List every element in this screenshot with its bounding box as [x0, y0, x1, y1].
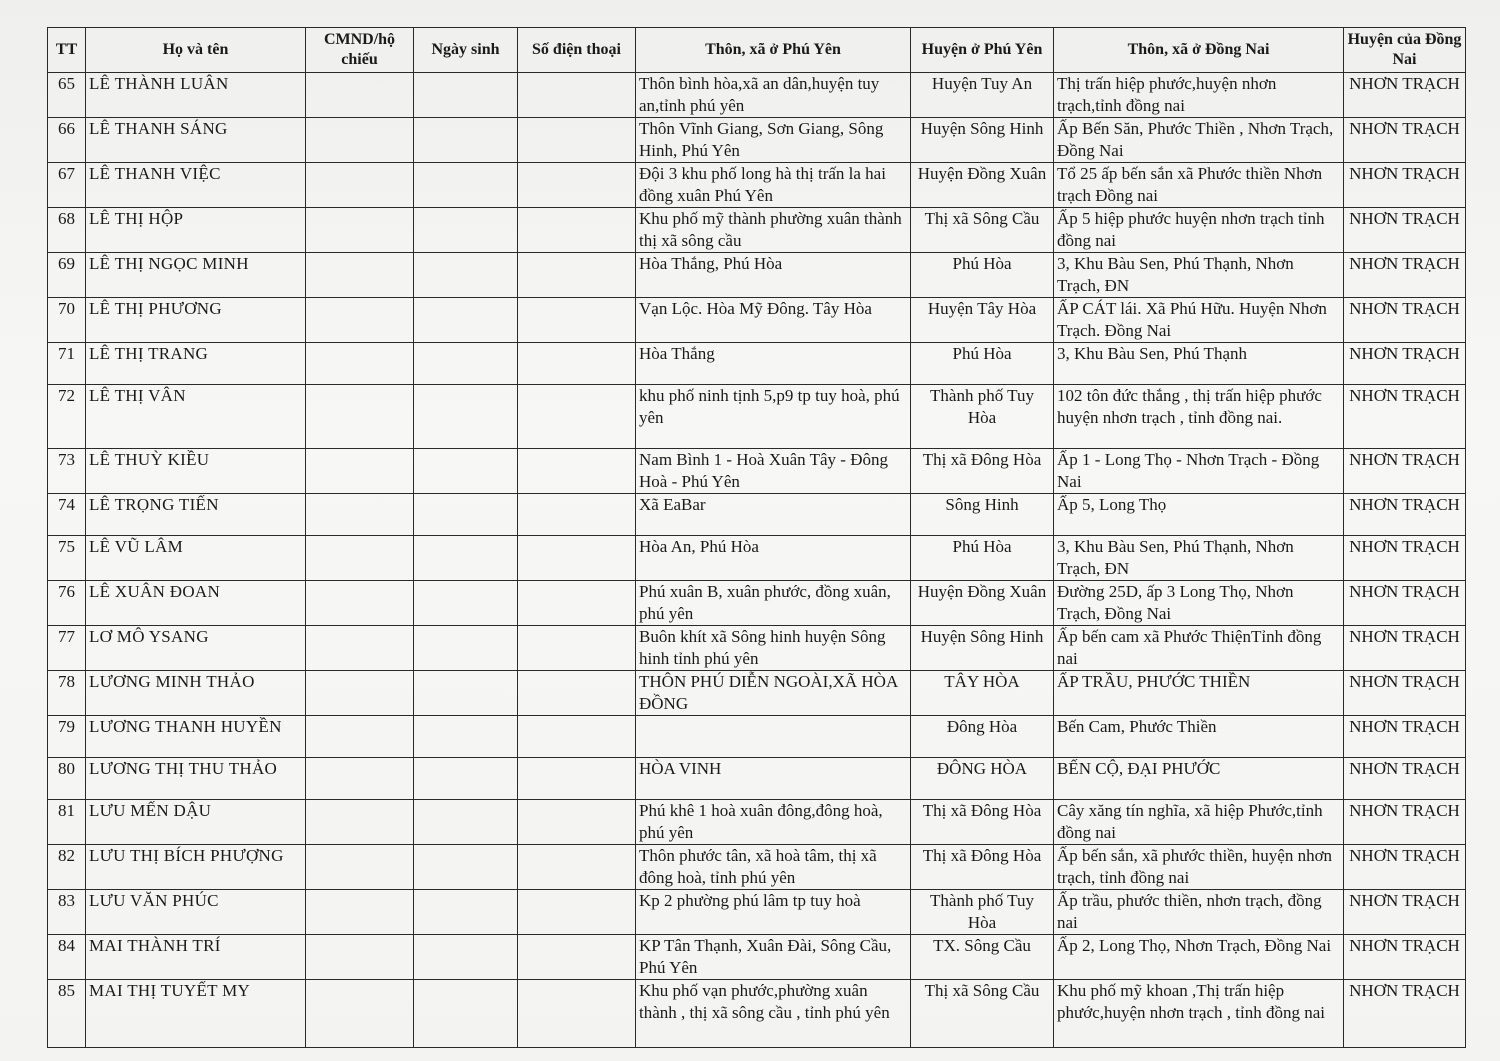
full-name: LÊ THUỲ KIỀU	[86, 449, 306, 494]
full-name: LƯU MẾN DẬU	[86, 800, 306, 845]
phu-yen-district: Huyện Đồng Xuân	[911, 163, 1054, 208]
dong-nai-district: NHƠN TRẠCH	[1344, 163, 1466, 208]
header-commune-py: Thôn, xã ở Phú Yên	[636, 28, 911, 73]
phu-yen-district: Huyện Đồng Xuân	[911, 581, 1054, 626]
table-row	[48, 298, 1466, 343]
phu-yen-district: Thị xã Đông Hòa	[911, 449, 1054, 494]
id-number-redacted	[306, 845, 414, 890]
birth-date-redacted	[414, 118, 518, 163]
table-row	[48, 385, 1466, 449]
birth-date-redacted	[414, 890, 518, 935]
header-dob: Ngày sinh	[414, 28, 518, 73]
birth-date-redacted	[414, 980, 518, 1048]
phu-yen-address: khu phố ninh tịnh 5,p9 tp tuy hoà, phú yên	[636, 385, 911, 449]
phone-redacted	[518, 73, 636, 118]
phu-yen-address: Phú xuân B, xuân phước, đồng xuân, phú yên	[636, 581, 911, 626]
phu-yen-district: Thành phố Tuy Hòa	[911, 890, 1054, 935]
id-number-redacted	[306, 890, 414, 935]
dong-nai-address: Ấp trầu, phước thiền, nhơn trạch, đồng nai	[1054, 890, 1344, 935]
phu-yen-district: Thị xã Sông Cầu	[911, 980, 1054, 1048]
dong-nai-district: NHƠN TRẠCH	[1344, 536, 1466, 581]
table-row	[48, 536, 1466, 581]
id-number-redacted	[306, 253, 414, 298]
dong-nai-address: Ấp Bến Săn, Phước Thiền , Nhơn Trạch, Đồng Nai	[1054, 118, 1344, 163]
table-row	[48, 626, 1466, 671]
id-number-redacted	[306, 626, 414, 671]
full-name: MAI THÀNH TRÍ	[86, 935, 306, 980]
phu-yen-address: THÔN PHÚ DIỄN NGOÀI,XÃ HÒA ĐỒNG	[636, 671, 911, 716]
full-name: LÊ VŨ LÂM	[86, 536, 306, 581]
full-name: LƠ MÔ YSANG	[86, 626, 306, 671]
row-number: 74	[48, 494, 86, 536]
phone-redacted	[518, 208, 636, 253]
id-number-redacted	[306, 716, 414, 758]
id-number-redacted	[306, 800, 414, 845]
full-name: LÊ THỊ PHƯƠNG	[86, 298, 306, 343]
dong-nai-district: NHƠN TRẠCH	[1344, 980, 1466, 1048]
full-name: LƯƠNG MINH THẢO	[86, 671, 306, 716]
row-number: 76	[48, 581, 86, 626]
header-tt: TT	[48, 28, 86, 73]
phone-redacted	[518, 581, 636, 626]
header-district-py: Huyện ở Phú Yên	[911, 28, 1054, 73]
dong-nai-address: Bến Cam, Phước Thiền	[1054, 716, 1344, 758]
row-number: 81	[48, 800, 86, 845]
id-number-redacted	[306, 298, 414, 343]
dong-nai-address: Cây xăng tín nghĩa, xã hiệp Phước,tỉnh đồng nai	[1054, 800, 1344, 845]
full-name: LÊ THỊ HỘP	[86, 208, 306, 253]
row-number: 85	[48, 980, 86, 1048]
phu-yen-district: Phú Hòa	[911, 343, 1054, 385]
phu-yen-address: Hòa An, Phú Hòa	[636, 536, 911, 581]
birth-date-redacted	[414, 581, 518, 626]
phu-yen-district: Thành phố Tuy Hòa	[911, 385, 1054, 449]
table-row	[48, 800, 1466, 845]
table-body	[48, 73, 1466, 1048]
id-number-redacted	[306, 449, 414, 494]
id-number-redacted	[306, 118, 414, 163]
phu-yen-address: KP Tân Thạnh, Xuân Đài, Sông Cầu, Phú Yên	[636, 935, 911, 980]
id-number-redacted	[306, 581, 414, 626]
table-row	[48, 494, 1466, 536]
dong-nai-address: 102 tôn đức thắng , thị trấn hiệp phước huyện nhơn trạch , tỉnh đồng nai.	[1054, 385, 1344, 449]
row-number: 66	[48, 118, 86, 163]
birth-date-redacted	[414, 758, 518, 800]
dong-nai-district: NHƠN TRẠCH	[1344, 73, 1466, 118]
table-row	[48, 890, 1466, 935]
dong-nai-address: 3, Khu Bàu Sen, Phú Thạnh, Nhơn Trạch, ĐN	[1054, 253, 1344, 298]
full-name: LÊ XUÂN ĐOAN	[86, 581, 306, 626]
dong-nai-district: NHƠN TRẠCH	[1344, 671, 1466, 716]
row-number: 82	[48, 845, 86, 890]
phu-yen-address: Thôn phước tân, xã hoà tâm, thị xã đông hoà, tỉnh phú yên	[636, 845, 911, 890]
birth-date-redacted	[414, 163, 518, 208]
full-name: LÊ THANH VIỆC	[86, 163, 306, 208]
table-row	[48, 208, 1466, 253]
header-phone: Số điện thoại	[518, 28, 636, 73]
table-row	[48, 935, 1466, 980]
phone-redacted	[518, 845, 636, 890]
id-number-redacted	[306, 671, 414, 716]
row-number: 67	[48, 163, 86, 208]
table-row	[48, 716, 1466, 758]
phone-redacted	[518, 253, 636, 298]
row-number: 77	[48, 626, 86, 671]
phu-yen-district: Đông Hòa	[911, 716, 1054, 758]
row-number: 71	[48, 343, 86, 385]
phu-yen-address: Đội 3 khu phố long hà thị trấn la hai đồng xuân Phú Yên	[636, 163, 911, 208]
phone-redacted	[518, 800, 636, 845]
row-number: 72	[48, 385, 86, 449]
dong-nai-district: NHƠN TRẠCH	[1344, 298, 1466, 343]
dong-nai-district: NHƠN TRẠCH	[1344, 716, 1466, 758]
phone-redacted	[518, 980, 636, 1048]
full-name: LÊ THỊ NGỌC MINH	[86, 253, 306, 298]
full-name: LÊ THÀNH LUÂN	[86, 73, 306, 118]
dong-nai-district: NHƠN TRẠCH	[1344, 343, 1466, 385]
header-district-dn: Huyện của Đồng Nai	[1344, 28, 1466, 73]
full-name: MAI THỊ TUYẾT MY	[86, 980, 306, 1048]
dong-nai-district: NHƠN TRẠCH	[1344, 385, 1466, 449]
birth-date-redacted	[414, 208, 518, 253]
resident-list-table	[47, 27, 1466, 1048]
dong-nai-address: Ấp 2, Long Thọ, Nhơn Trạch, Đồng Nai	[1054, 935, 1344, 980]
birth-date-redacted	[414, 494, 518, 536]
id-number-redacted	[306, 343, 414, 385]
phu-yen-district: Thị xã Đông Hòa	[911, 800, 1054, 845]
birth-date-redacted	[414, 626, 518, 671]
dong-nai-address: BẾN CỘ, ĐẠI PHƯỚC	[1054, 758, 1344, 800]
table-row	[48, 845, 1466, 890]
table-row	[48, 343, 1466, 385]
dong-nai-district: NHƠN TRẠCH	[1344, 935, 1466, 980]
phu-yen-address: Xã EaBar	[636, 494, 911, 536]
phu-yen-district: Thị xã Sông Cầu	[911, 208, 1054, 253]
phone-redacted	[518, 671, 636, 716]
id-number-redacted	[306, 385, 414, 449]
phone-redacted	[518, 385, 636, 449]
full-name: LƯƠNG THỊ THU THẢO	[86, 758, 306, 800]
dong-nai-district: NHƠN TRẠCH	[1344, 449, 1466, 494]
dong-nai-district: NHƠN TRẠCH	[1344, 581, 1466, 626]
full-name: LƯƠNG THANH HUYỀN	[86, 716, 306, 758]
full-name: LÊ THANH SÁNG	[86, 118, 306, 163]
birth-date-redacted	[414, 935, 518, 980]
full-name: LƯU THỊ BÍCH PHƯỢNG	[86, 845, 306, 890]
birth-date-redacted	[414, 385, 518, 449]
id-number-redacted	[306, 494, 414, 536]
phu-yen-address: Hòa Thắng, Phú Hòa	[636, 253, 911, 298]
phu-yen-district: Phú Hòa	[911, 253, 1054, 298]
birth-date-redacted	[414, 253, 518, 298]
phu-yen-address: Nam Bình 1 - Hoà Xuân Tây - Đông Hoà - Phú Yên	[636, 449, 911, 494]
dong-nai-address: Tổ 25 ấp bến sắn xã Phước thiền Nhơn trạch Đồng nai	[1054, 163, 1344, 208]
phone-redacted	[518, 343, 636, 385]
phone-redacted	[518, 494, 636, 536]
birth-date-redacted	[414, 343, 518, 385]
dong-nai-district: NHƠN TRẠCH	[1344, 253, 1466, 298]
dong-nai-address: Khu phố mỹ khoan ,Thị trấn hiệp phước,huyện nhơn trạch , tỉnh đồng nai	[1054, 980, 1344, 1048]
phu-yen-address: Buôn khít xã Sông hinh huyện Sông hinh tỉnh phú yên	[636, 626, 911, 671]
table-row	[48, 671, 1466, 716]
id-number-redacted	[306, 73, 414, 118]
phu-yen-district: Huyện Sông Hinh	[911, 626, 1054, 671]
full-name: LÊ THỊ TRANG	[86, 343, 306, 385]
phu-yen-address: Phú khê 1 hoà xuân đông,đông hoà, phú yên	[636, 800, 911, 845]
dong-nai-address: Ấp 5 hiệp phước huyện nhơn trạch tỉnh đồng nai	[1054, 208, 1344, 253]
birth-date-redacted	[414, 449, 518, 494]
dong-nai-district: NHƠN TRẠCH	[1344, 845, 1466, 890]
dong-nai-address: ẤP TRẦU, PHƯỚC THIỀN	[1054, 671, 1344, 716]
phu-yen-address: HÒA VINH	[636, 758, 911, 800]
dong-nai-district: NHƠN TRẠCH	[1344, 890, 1466, 935]
phone-redacted	[518, 163, 636, 208]
id-number-redacted	[306, 935, 414, 980]
phu-yen-district: Huyện Sông Hinh	[911, 118, 1054, 163]
phu-yen-address: Hòa Thắng	[636, 343, 911, 385]
row-number: 70	[48, 298, 86, 343]
table-header-row	[48, 28, 1466, 73]
row-number: 69	[48, 253, 86, 298]
dong-nai-district: NHƠN TRẠCH	[1344, 626, 1466, 671]
phu-yen-address: Vạn Lộc. Hòa Mỹ Đông. Tây Hòa	[636, 298, 911, 343]
phone-redacted	[518, 449, 636, 494]
dong-nai-address: Thị trấn hiệp phước,huyện nhơn trạch,tỉnh đồng nai	[1054, 73, 1344, 118]
phu-yen-district: TX. Sông Cầu	[911, 935, 1054, 980]
row-number: 68	[48, 208, 86, 253]
dong-nai-address: Ấp bến cam xã Phước ThiệnTỉnh đồng nai	[1054, 626, 1344, 671]
dong-nai-district: NHƠN TRẠCH	[1344, 494, 1466, 536]
dong-nai-district: NHƠN TRẠCH	[1344, 800, 1466, 845]
row-number: 79	[48, 716, 86, 758]
table-row	[48, 163, 1466, 208]
row-number: 65	[48, 73, 86, 118]
full-name: LƯU VĂN PHÚC	[86, 890, 306, 935]
row-number: 75	[48, 536, 86, 581]
phu-yen-district: Sông Hinh	[911, 494, 1054, 536]
phone-redacted	[518, 890, 636, 935]
table-row	[48, 253, 1466, 298]
birth-date-redacted	[414, 536, 518, 581]
table-row	[48, 980, 1466, 1048]
dong-nai-district: NHƠN TRẠCH	[1344, 208, 1466, 253]
row-number: 78	[48, 671, 86, 716]
table-row	[48, 449, 1466, 494]
table-row	[48, 758, 1466, 800]
row-number: 84	[48, 935, 86, 980]
phone-redacted	[518, 118, 636, 163]
phone-redacted	[518, 626, 636, 671]
dong-nai-address: Ấp bến sắn, xã phước thiền, huyện nhơn trạch, tỉnh đồng nai	[1054, 845, 1344, 890]
dong-nai-address: 3, Khu Bàu Sen, Phú Thạnh	[1054, 343, 1344, 385]
phu-yen-district: Thị xã Đông Hòa	[911, 845, 1054, 890]
birth-date-redacted	[414, 298, 518, 343]
header-id: CMND/hộ chiếu	[306, 28, 414, 73]
birth-date-redacted	[414, 800, 518, 845]
phu-yen-address	[636, 716, 911, 758]
dong-nai-address: ẤP CÁT lái. Xã Phú Hữu. Huyện Nhơn Trạch. Đồng Nai	[1054, 298, 1344, 343]
phu-yen-address: Kp 2 phường phú lâm tp tuy hoà	[636, 890, 911, 935]
dong-nai-address: Ấp 1 - Long Thọ - Nhơn Trạch - Đồng Nai	[1054, 449, 1344, 494]
phu-yen-address: Khu phố mỹ thành phường xuân thành thị xã sông cầu	[636, 208, 911, 253]
header-name: Họ và tên	[86, 28, 306, 73]
id-number-redacted	[306, 758, 414, 800]
header-commune-dn: Thôn, xã ở Đồng Nai	[1054, 28, 1344, 73]
row-number: 80	[48, 758, 86, 800]
phu-yen-address: Khu phố vạn phước,phường xuân thành , thị xã sông cầu , tỉnh phú yên	[636, 980, 911, 1048]
row-number: 83	[48, 890, 86, 935]
dong-nai-address: Ấp 5, Long Thọ	[1054, 494, 1344, 536]
id-number-redacted	[306, 980, 414, 1048]
dong-nai-district: NHƠN TRẠCH	[1344, 118, 1466, 163]
phu-yen-district: Phú Hòa	[911, 536, 1054, 581]
birth-date-redacted	[414, 671, 518, 716]
table-row	[48, 581, 1466, 626]
birth-date-redacted	[414, 73, 518, 118]
table-row	[48, 118, 1466, 163]
phone-redacted	[518, 536, 636, 581]
id-number-redacted	[306, 208, 414, 253]
birth-date-redacted	[414, 845, 518, 890]
phu-yen-district: TÂY HÒA	[911, 671, 1054, 716]
id-number-redacted	[306, 163, 414, 208]
phone-redacted	[518, 298, 636, 343]
full-name: LÊ TRỌNG TIẾN	[86, 494, 306, 536]
dong-nai-address: 3, Khu Bàu Sen, Phú Thạnh, Nhơn Trạch, ĐN	[1054, 536, 1344, 581]
phu-yen-district: Huyện Tây Hòa	[911, 298, 1054, 343]
phu-yen-address: Thôn bình hòa,xã an dân,huyện tuy an,tỉnh phú yên	[636, 73, 911, 118]
dong-nai-address: Đường 25D, ấp 3 Long Thọ, Nhơn Trạch, Đồng Nai	[1054, 581, 1344, 626]
phone-redacted	[518, 716, 636, 758]
birth-date-redacted	[414, 716, 518, 758]
full-name: LÊ THỊ VÂN	[86, 385, 306, 449]
table-row	[48, 73, 1466, 118]
phone-redacted	[518, 935, 636, 980]
dong-nai-district: NHƠN TRẠCH	[1344, 758, 1466, 800]
id-number-redacted	[306, 536, 414, 581]
phu-yen-address: Thôn Vĩnh Giang, Sơn Giang, Sông Hinh, Phú Yên	[636, 118, 911, 163]
phu-yen-district: ĐÔNG HÒA	[911, 758, 1054, 800]
row-number: 73	[48, 449, 86, 494]
phu-yen-district: Huyện Tuy An	[911, 73, 1054, 118]
phone-redacted	[518, 758, 636, 800]
